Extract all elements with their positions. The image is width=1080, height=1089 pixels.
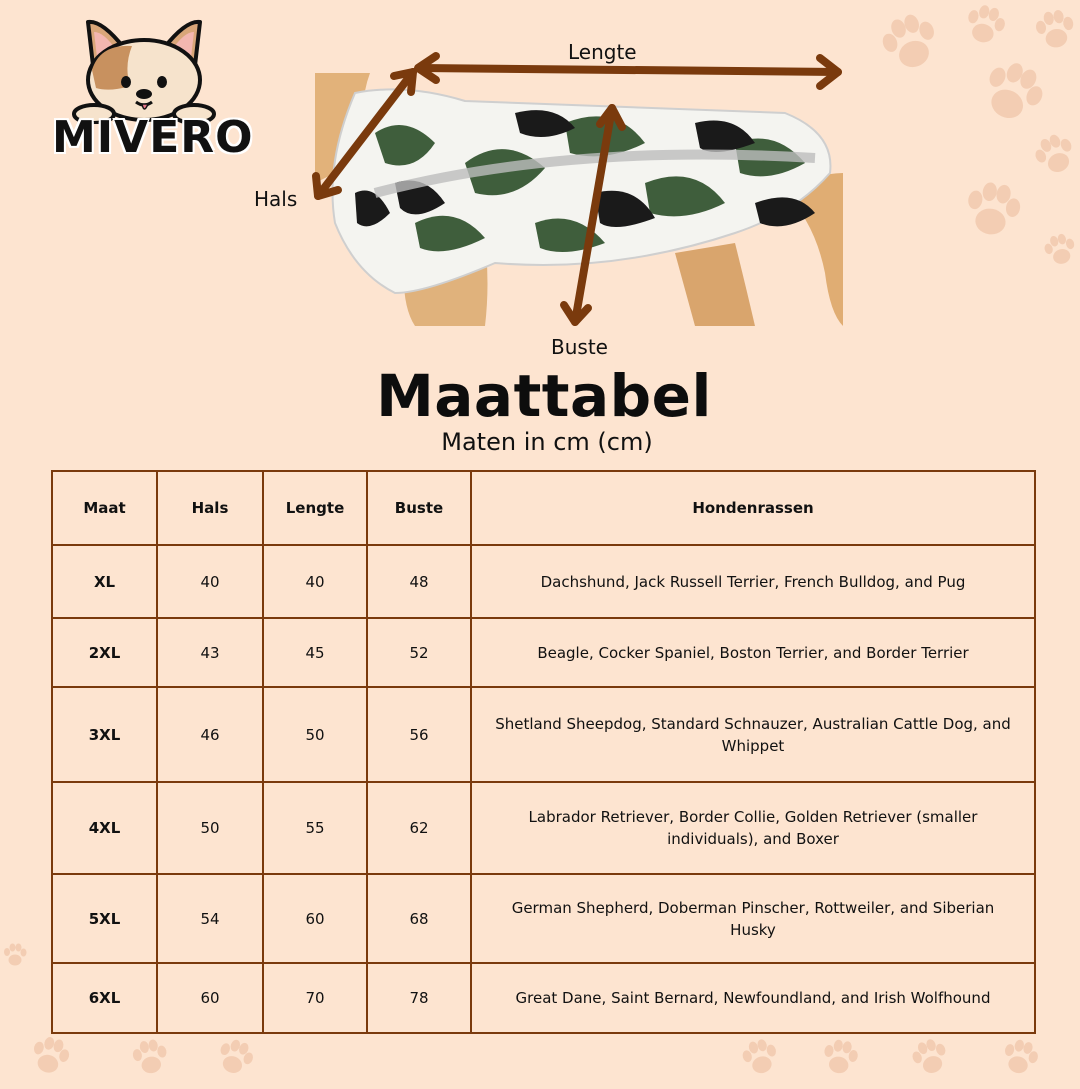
chest-cell: 62 xyxy=(367,782,471,874)
breeds-cell: Shetland Sheepdog, Standard Schnauzer, Australian Cattle Dog, and Whippet xyxy=(471,687,1035,782)
paw-print-icon xyxy=(1025,0,1080,64)
chest-cell: 48 xyxy=(367,545,471,618)
paw-print-icon xyxy=(199,1026,271,1089)
length-cell: 60 xyxy=(263,874,367,963)
breeds-cell: German Shepherd, Doberman Pinscher, Rottweiler, and Siberian Husky xyxy=(471,874,1035,963)
chest-cell: 56 xyxy=(367,687,471,782)
page-title: Maattabel xyxy=(376,362,712,430)
paw-print-icon xyxy=(1033,216,1080,284)
table-header-row xyxy=(52,471,1035,545)
paw-print-icon xyxy=(117,1030,184,1085)
chest-cell: 78 xyxy=(367,963,471,1033)
product-photo xyxy=(315,73,843,326)
header-neck: Hals xyxy=(157,471,263,545)
paw-print-icon xyxy=(15,1025,85,1087)
size-cell: 3XL xyxy=(52,687,157,782)
header-breeds: Hondenrassen xyxy=(471,471,1035,545)
chest-label: Buste xyxy=(551,335,608,359)
neck-cell: 54 xyxy=(157,874,263,963)
size-cell: 4XL xyxy=(52,782,157,874)
paw-print-icon xyxy=(985,1028,1055,1087)
neck-cell: 50 xyxy=(157,782,263,874)
chest-cell: 52 xyxy=(367,618,471,687)
size-table xyxy=(51,470,1036,1034)
page-subtitle: Maten in cm (cm) xyxy=(441,428,653,456)
neck-cell: 43 xyxy=(157,618,263,687)
table-row xyxy=(52,874,1035,963)
size-cell: 5XL xyxy=(52,874,157,963)
paw-print-icon xyxy=(894,1026,966,1089)
length-cell: 45 xyxy=(263,618,367,687)
paw-print-icon xyxy=(949,169,1035,251)
neck-cell: 46 xyxy=(157,687,263,782)
length-label: Lengte xyxy=(568,40,637,64)
paw-print-icon xyxy=(725,1028,795,1087)
chest-cell: 68 xyxy=(367,874,471,963)
breeds-cell: Beagle, Cocker Spaniel, Boston Terrier, and Border Terrier xyxy=(471,618,1035,687)
paw-print-icon xyxy=(950,0,1021,57)
brand-logo xyxy=(52,14,254,164)
table-row xyxy=(52,963,1035,1033)
brand-name: MIVERO xyxy=(52,112,254,163)
neck-cell: 40 xyxy=(157,545,263,618)
length-cell: 55 xyxy=(263,782,367,874)
size-cell: 6XL xyxy=(52,963,157,1033)
table-row xyxy=(52,618,1035,687)
length-cell: 70 xyxy=(263,963,367,1033)
dog-mascot-icon xyxy=(52,14,237,124)
breeds-cell: Dachshund, Jack Russell Terrier, French Bulldog, and Pug xyxy=(471,545,1035,618)
size-cell: XL xyxy=(52,545,157,618)
table-row xyxy=(52,545,1035,618)
length-cell: 50 xyxy=(263,687,367,782)
length-arrow xyxy=(420,68,838,72)
paw-print-icon xyxy=(807,1030,874,1085)
neck-cell: 60 xyxy=(157,963,263,1033)
header-length: Lengte xyxy=(263,471,367,545)
header-chest: Buste xyxy=(367,471,471,545)
header-size: Maat xyxy=(52,471,157,545)
paw-print-icon xyxy=(865,0,955,88)
paw-print-icon xyxy=(0,925,30,985)
length-cell: 40 xyxy=(263,545,367,618)
table-row xyxy=(52,782,1035,874)
breeds-cell: Great Dane, Saint Bernard, Newfoundland, and Irish Wolfhound xyxy=(471,963,1035,1033)
breeds-cell: Labrador Retriever, Border Collie, Golden Retriever (smaller individuals), and Boxer xyxy=(471,782,1035,874)
neck-label: Hals xyxy=(254,187,298,211)
size-cell: 2XL xyxy=(52,618,157,687)
table-row xyxy=(52,687,1035,782)
